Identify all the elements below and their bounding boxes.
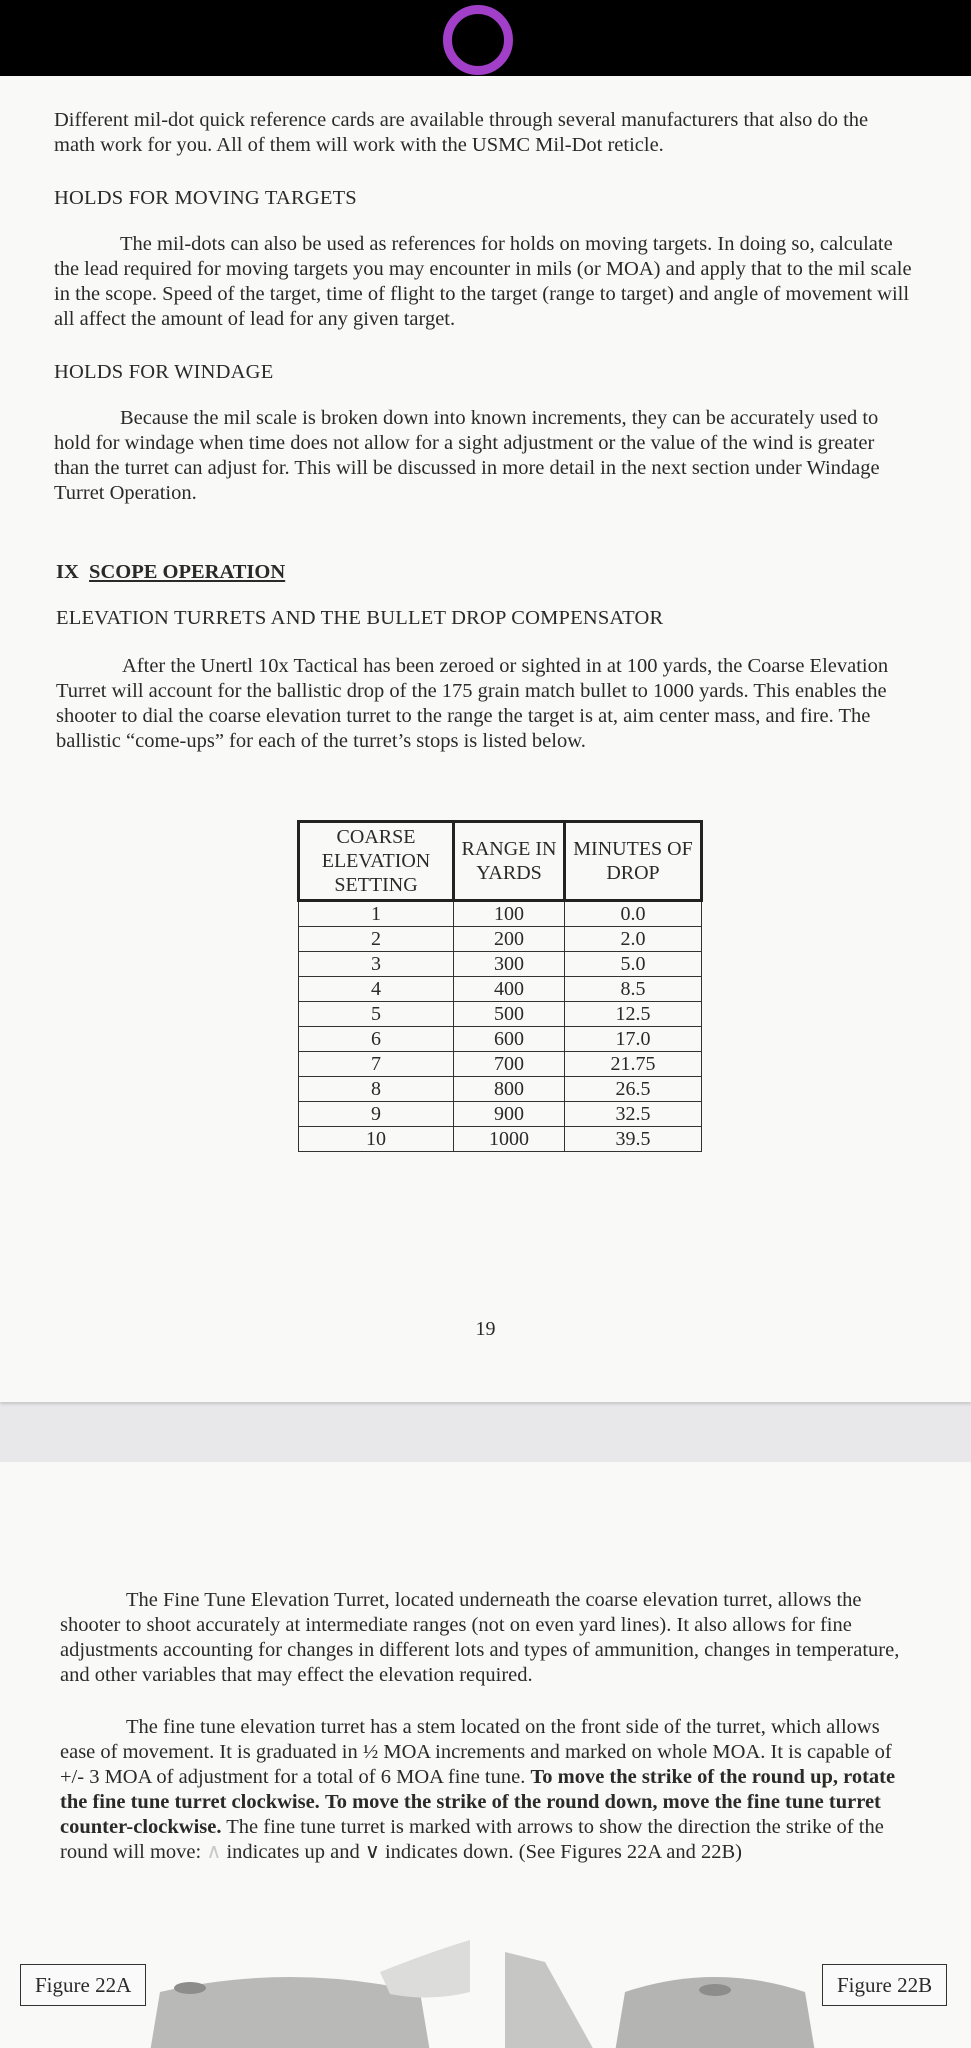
table-row (299, 927, 702, 952)
drop-cell: 2.0 (565, 927, 702, 952)
setting-cell: 6 (299, 1027, 454, 1052)
setting-cell: 10 (299, 1127, 454, 1152)
page-number: 19 (475, 1318, 496, 1340)
figure-22b-photo (505, 1932, 835, 2048)
down-text: indicates down. (See Figures 22A and 22B) (384, 1841, 742, 1863)
setting-cell: 7 (299, 1052, 454, 1077)
drop-cell: 21.75 (565, 1052, 702, 1077)
section-title (56, 560, 285, 585)
setting-cell: 4 (299, 977, 454, 1002)
setting-cell: 3 (299, 952, 454, 977)
setting-cell: 5 (299, 1002, 454, 1027)
top-bar (0, 0, 971, 76)
range-cell: 500 (454, 1002, 565, 1027)
table-row (299, 1002, 702, 1027)
drop-cell: 8.5 (565, 977, 702, 1002)
header-coarse-setting: COARSE ELEVATION SETTING (299, 822, 454, 901)
intro-paragraph: Different mil-dot quick reference cards are available through several manufacturers that also do the math work for you. All of them will work with the USMC Mil-Dot reticle. (54, 109, 869, 156)
range-cell: 200 (454, 927, 565, 952)
windage-heading: HOLDS FOR WINDAGE (54, 361, 274, 383)
drop-cell: 26.5 (565, 1077, 702, 1102)
table-row (299, 1077, 702, 1102)
range-cell: 900 (454, 1102, 565, 1127)
document-page-20 (0, 1462, 971, 2048)
elevation-heading: ELEVATION TURRETS AND THE BULLET DROP COMPENSATOR (56, 607, 664, 629)
setting-cell: 9 (299, 1102, 454, 1127)
elevation-paragraph: After the Unertl 10x Tactical has been zeroed or sighted in at 100 yards, the Coarse Elevation Turret will account for the ballistic drop of the 175 grain match bullet to 1000 yards. This enables the shooter to dial the coarse elevation turret to the range the target is at, aim center mass, and fire. The ballistic “come-ups” for each of the turret’s stops is listed below. (56, 655, 889, 752)
figure-22a-label: Figure 22A (20, 1964, 146, 2006)
header-minutes: MINUTES OF DROP (565, 822, 702, 901)
section-number: IX (56, 561, 79, 583)
table-row (299, 977, 702, 1002)
figure-22b-label: Figure 22B (822, 1964, 947, 2006)
drop-cell: 17.0 (565, 1027, 702, 1052)
stem-bold-down: To move the strike of the round down, move the fine tune turret counter-clockwise. (60, 1791, 881, 1838)
stem-text-b: The fine tune turret is marked with arrows to show the direction the strike of the round will move: (60, 1816, 884, 1863)
range-cell: 300 (454, 952, 565, 977)
table-row (299, 1127, 702, 1152)
drop-cell: 0.0 (565, 901, 702, 927)
section-title-text: SCOPE OPERATION (89, 561, 286, 583)
up-arrow-icon: ∧ (206, 1841, 222, 1863)
range-cell: 800 (454, 1077, 565, 1102)
table-row (299, 1052, 702, 1077)
table-header-row (299, 822, 702, 901)
moving-targets-heading: HOLDS FOR MOVING TARGETS (54, 187, 357, 209)
table-row (299, 1102, 702, 1127)
range-cell: 400 (454, 977, 565, 1002)
range-cell: 600 (454, 1027, 565, 1052)
table-row (299, 952, 702, 977)
range-cell: 700 (454, 1052, 565, 1077)
setting-cell: 8 (299, 1077, 454, 1102)
fine-tune-paragraph: The Fine Tune Elevation Turret, located underneath the coarse elevation turret, allows the shooter to shoot accurately at intermediate ranges (not on even yard lines). It also allows for fine adjustments accounting for changes in different lots and types of ammunition, changes in temperature, and other variables that may effect the elevation required. (60, 1589, 900, 1686)
come-ups-table (297, 820, 703, 1152)
setting-cell: 1 (299, 901, 454, 927)
drop-cell: 39.5 (565, 1127, 702, 1152)
setting-cell: 2 (299, 927, 454, 952)
stem-bold-up: To move the strike of the round up, rotate the fine tune turret clockwise. (60, 1766, 896, 1813)
range-cell: 1000 (454, 1127, 565, 1152)
windage-paragraph: Because the mil scale is broken down into known increments, they can be accurately used to hold for windage when time does not allow for a sight adjustment or the value of the wind is greater than the turret can adjust for. This will be discussed in more detail in the next section under Windage Turret Operation. (54, 407, 880, 504)
down-arrow-icon: ∨ (364, 1841, 380, 1863)
document-page-19 (0, 76, 971, 1402)
record-indicator-icon[interactable] (443, 5, 513, 75)
header-range: RANGE IN YARDS (454, 822, 565, 901)
moving-targets-paragraph: The mil-dots can also be used as references for holds on moving targets. In doing so, calculate the lead required for moving targets you may encounter in mils (or MOA) and apply that to the mil scale in the scope. Speed of the target, time of flight to the target (range to target) and angle of movement will all affect the amount of lead for any given target. (54, 233, 912, 330)
table-row (299, 1027, 702, 1052)
range-cell: 100 (454, 901, 565, 927)
figure-22a-photo (130, 1932, 470, 2048)
stem-paragraph (60, 1715, 920, 1865)
stem-text-a: The fine tune elevation turret has a stem located on the front side of the turret, which allows ease of movement. It is graduated in ½ MOA increments and marked on whole MOA. It is capable of +/- 3 MOA of adjustment for a total of 6 MOA fine tune. (60, 1716, 892, 1788)
drop-cell: 12.5 (565, 1002, 702, 1027)
drop-cell: 32.5 (565, 1102, 702, 1127)
drop-cell: 5.0 (565, 952, 702, 977)
up-text: indicates up and (226, 1841, 360, 1863)
table-row (299, 901, 702, 927)
